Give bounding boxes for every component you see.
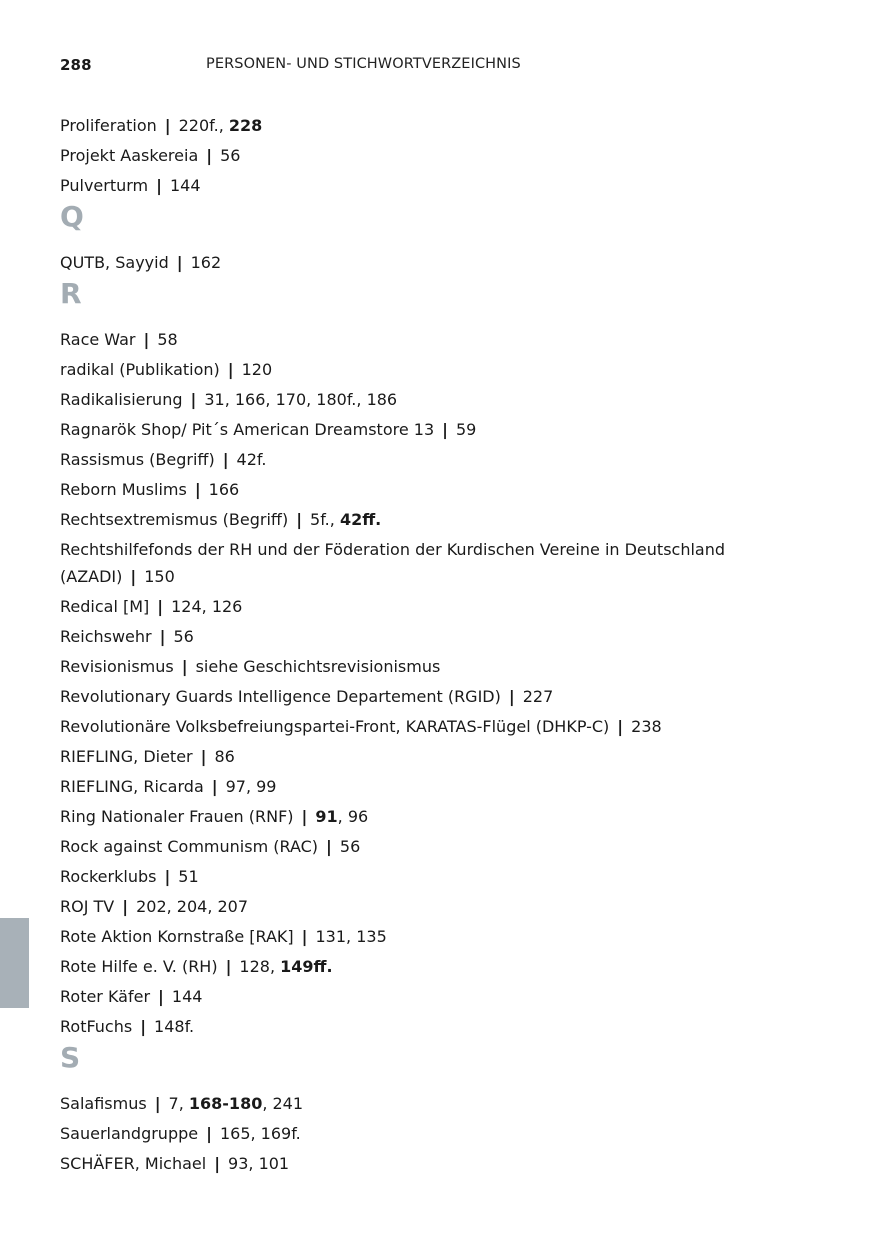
separator-bar: | [154,1094,161,1113]
separator-bar: | [157,597,164,616]
index-entry [60,416,760,446]
separator-bar: | [143,330,150,349]
index-entry [60,112,760,142]
index-entry [60,142,760,172]
index-entry [60,653,760,683]
index-term: Ring Nationaler Frauen (RNF) [60,807,294,826]
separator-bar: | [301,927,308,946]
index-entry [60,863,760,893]
page-ref: , 241 [262,1094,304,1113]
separator-bar: | [130,567,137,586]
index-entry [60,1150,760,1180]
index-entry [60,326,760,356]
separator-bar: | [326,837,332,856]
index-term: Salafismus [60,1094,147,1113]
page-ref: siehe Geschichtsrevisionismus [195,657,441,676]
separator-bar: | [214,1154,221,1173]
separator-bar: | [296,510,303,529]
index-entry [60,536,760,593]
page-ref: 131, 135 [315,927,387,946]
page-ref: 202, 204, 207 [136,897,249,916]
index-term: Rote Aktion Kornstraße [RAK] [60,927,294,946]
page-ref: 97, 99 [225,777,277,796]
index-entry [60,923,760,953]
separator-bar: | [190,390,197,409]
index-entry [60,773,760,803]
separator-bar: | [181,657,188,676]
index-term: Projekt Aaskereia [60,146,199,165]
page-ref-main: 42ff. [339,510,382,529]
index-entry [60,172,760,202]
index-term: Sauerlandgruppe [60,1124,199,1143]
index-term: Radikalisierung [60,390,183,409]
separator-bar: | [301,807,308,826]
index-entry [60,446,760,476]
page-number: 288 [60,56,92,74]
separator-bar: | [122,897,129,916]
separator-bar: | [225,957,232,976]
page-ref: 7, [168,1094,189,1113]
separator-bar: | [617,717,624,736]
index-entry [60,623,760,653]
page-ref-main: 91 [315,807,338,826]
index-entry [60,1090,760,1120]
page-ref-main: 149ff. [280,957,333,976]
index-term: Revolutionäre Volksbefreiungspartei-Front, KARATAS-Flügel (DHKP-C) [60,717,610,736]
index-term: Reborn Muslims [60,480,187,499]
page-ref: 166 [208,480,240,499]
page-ref: 31, 166, 170, 180f., 186 [204,390,398,409]
index-term: Rassismus (Begriff) [60,450,215,469]
page-ref: 59 [455,420,477,439]
index-entry [60,983,760,1013]
index-term: Rock against Communism (RAC) [60,837,319,856]
separator-bar: | [227,360,234,379]
index-entry [60,1013,760,1043]
index-entry [60,249,760,279]
letter-heading: S [60,1041,81,1074]
page-ref: 148f. [154,1017,195,1036]
index-entry [60,386,760,416]
index-entry [60,593,760,623]
separator-bar: | [442,420,448,439]
index-entry [60,953,760,983]
index-term: radikal (Publikation) [60,360,220,379]
separator-bar: | [206,1124,212,1143]
page-ref: 220f., [178,116,229,135]
separator-bar: | [159,627,166,646]
page-ref: 128, [239,957,281,976]
page-ref: 5f., [310,510,340,529]
index-term: Roter Käfer [60,987,151,1006]
page-ref-main: 228 [228,116,263,135]
separator-bar: | [164,116,171,135]
page-ref: 56 [339,837,361,856]
index-term: QUTB, Sayyid [60,253,169,272]
index-term: Reichswehr [60,627,152,646]
letter-heading: Q [60,200,84,233]
page-ref: 58 [157,330,178,349]
page-ref: 227 [522,687,554,706]
page-ref: 42f. [236,450,267,469]
index-term: Rote Hilfe e. V. (RH) [60,957,218,976]
index-entry [60,743,760,773]
separator-bar: | [206,146,213,165]
separator-bar: | [222,450,229,469]
index-entry [60,506,760,536]
index-entry [60,713,760,743]
separator-bar: | [158,987,164,1006]
index-entry [60,833,760,863]
index-term: Revisionismus [60,657,174,676]
index-term: Rechtsextremismus (Begriff) [60,510,289,529]
page-ref: 93, 101 [228,1154,290,1173]
index-term: ROJ TV [60,897,115,916]
index-term: Revolutionary Guards Intelligence Departement (RGID) [60,687,501,706]
page-ref: 56 [173,627,194,646]
page-ref: 150 [144,567,175,586]
separator-bar: | [156,176,162,195]
index-term: RIEFLING, Ricarda [60,777,204,796]
index-entry [60,893,760,923]
page-ref: 120 [241,360,273,379]
index-entry [60,356,760,386]
separator-bar: | [164,867,171,886]
index-term: Ragnarök Shop/ Pit´s American Dreamstore 13 [60,420,435,439]
page-ref: , 96 [337,807,369,826]
index-term: SCHÄFER, Michael [60,1154,207,1173]
index-term: Proliferation [60,116,157,135]
thumb-index-tab [0,918,29,1008]
index-term: Rechtshilfefonds der RH und der Föderation der Kurdischen Vereine in Deutschland (AZADI) [60,540,726,586]
index-entry [60,476,760,506]
page-ref: 51 [178,867,199,886]
index-term: Redical [M] [60,597,150,616]
index-term: RIEFLING, Dieter [60,747,193,766]
index-entry [60,1120,760,1150]
page-ref-main: 168-180 [188,1094,263,1113]
page-ref: 144 [169,176,201,195]
running-title: PERSONEN- UND STICHWORTVERZEICHNIS [206,56,521,72]
index-term: RotFuchs [60,1017,133,1036]
page-ref: 238 [631,717,662,736]
separator-bar: | [200,747,207,766]
index-term: Race War [60,330,136,349]
index-term: Pulverturm [60,176,149,195]
page-ref: 144 [171,987,203,1006]
separator-bar: | [140,1017,147,1036]
index-entry [60,683,760,713]
separator-bar: | [176,253,183,272]
page-ref: 56 [220,146,241,165]
index-list [60,112,760,1180]
page-ref: 86 [214,747,235,766]
letter-heading: R [60,277,82,310]
separator-bar: | [211,777,218,796]
page-ref: 124, 126 [171,597,243,616]
index-entry [60,803,760,833]
separator-bar: | [194,480,201,499]
separator-bar: | [508,687,515,706]
page-ref: 165, 169f. [219,1124,301,1143]
index-term: Rockerklubs [60,867,157,886]
page-ref: 162 [190,253,222,272]
